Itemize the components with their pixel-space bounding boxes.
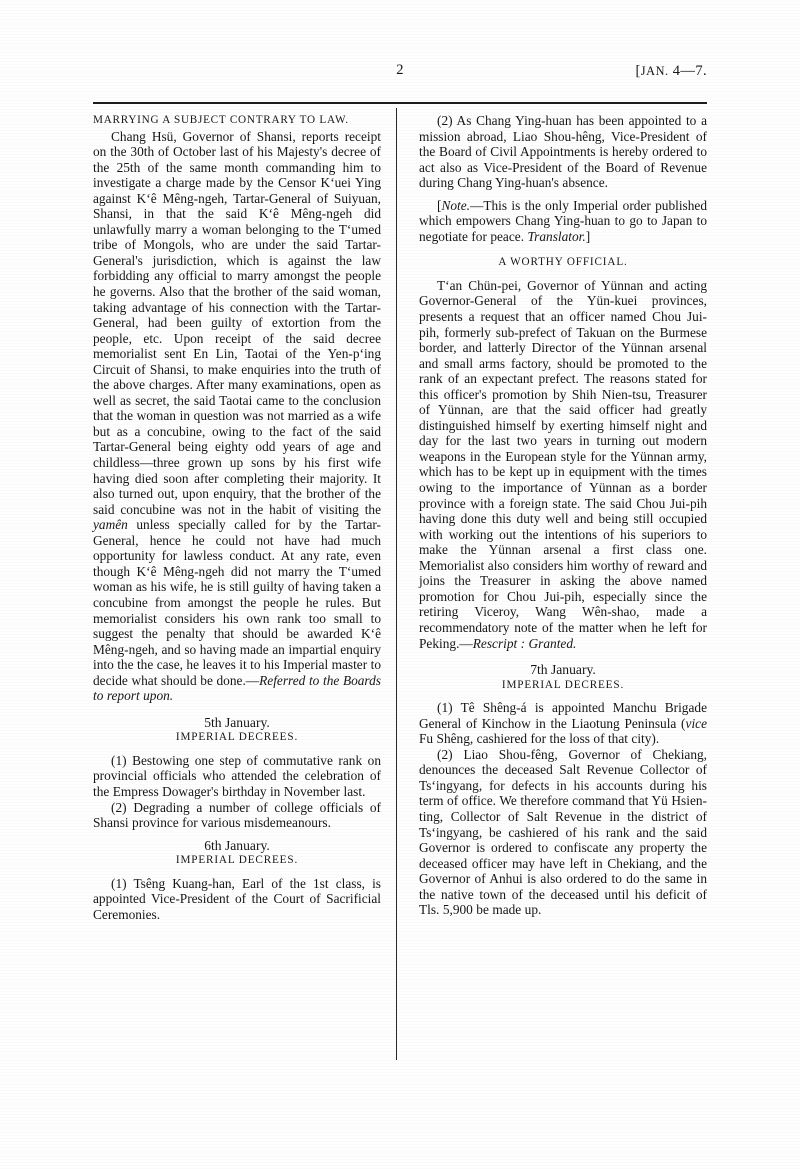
italic-vice: vice [685,715,707,731]
paragraph-decree-5jan-1: (1) Bestowing one step of commutative rank on provincial officials who attended the celebration of the Empress Dowager's birthday in November last. [93,752,381,799]
italic-referred-to-boards: Referred to the Boards to report upon. [93,672,381,704]
column-left [93,113,381,922]
header-date-range [635,63,707,80]
heading-marrying-a-subject: MARRYING A SUBJECT CONTRARY TO LAW. [93,114,349,126]
heading-a-worthy-official: A WORTHY OFFICIAL. [498,256,628,269]
paragraph-tan-chun-pei-memorial [419,278,707,651]
note-body: —This is the only Imperial order published which empowers Chang Ying-huan to go to Japan to negotiate for peace. [419,197,707,244]
header-day-range: 4—7. [672,63,707,79]
header-month-label: JAN. [640,64,669,78]
italic-note-label: Note. [441,197,471,213]
decree-7jan-1-part-1: (1) Tê Shêng-á is appointed Manchu Brigade General of Kinchow in the Liaotung Peninsula ( [419,700,707,731]
heading-imperial-decrees-6th: IMPERIAL DECREES. [175,854,299,867]
note-open-bracket: [ [437,197,442,213]
paragraph-translator-note [419,198,707,245]
heading-imperial-decrees-5th: IMPERIAL DECREES. [175,731,299,744]
column-right [419,113,707,918]
memorial-body: T‘an Chün-pei, Governor of Yünnan and acting Governor-General of the Yün-kuei provinces, presents a request that an officer named Chou Jui-pih, formerly sub-prefect of Takuan on the Burmese border, and latterly Director of the Yünnan arsenal and small arms factory, should be promoted to the rank of an expectant prefect. The reasons stated for this officer's promotion by Shih Nien-tsu, Treasurer of Yünnan, are that the said officer had greatly distinguished himself by exerting himself night and day for the last two years in turning out modern weapons in the European style for the Yünnan army, which has to be kept up in equipment with the times owing to the importance of Yünnan as a border province with a foreign state. The said Chou Jui-pih having done this duty well and being still occupied with working out the intentions of his superiors to make the Yünnan arsenal a first class one. Memorialist also considers him worthy of reward and joins the Treasurer in asking the above named promotion for Chou Jui-pih, especially since the retiring Viceroy, Wang Wên-shao, made a recommendatory note of the matter when he left for Peking.— [419,277,707,651]
column-divider-rule [396,108,397,1060]
paragraph-decree-2-chang-ying-huan: (2) As Chang Ying-huan has been appointed to a mission abroad, Liao Shou-hêng, Vice-President of the Board of Civil Appointments is hereby ordered to act also as Vice-President of the Board of Revenue during Chang Ying-huan's absence. [419,113,707,191]
italic-rescript-granted: Rescript : Granted. [472,635,577,651]
heading-imperial-decrees-7th: IMPERIAL DECREES. [501,678,625,691]
paragraph-decree-6jan-1: (1) Tsêng Kuang-han, Earl of the 1st class, is appointed Vice-President of the Court of Sacrificial Ceremonies. [93,875,381,922]
paragraph-decree-7jan-1 [419,700,707,747]
date-heading-7th-january: 7th January. [530,662,596,678]
header-rule [93,102,707,104]
paragraph-decree-5jan-2: (2) Degrading a number of college officials of Shansi province for various misdemeanours. [93,799,381,831]
decree-7jan-1-part-2: Fu Shêng, cashiered for the loss of that city). [419,731,660,747]
italic-translator-signature: Translator. [527,228,586,244]
page-number: 2 [396,62,404,78]
header-bracket: [ [635,63,641,79]
running-head [93,62,707,88]
paragraph-chang-hsu-report [93,129,381,704]
paragraph-decree-7jan-2: (2) Liao Shou-fêng, Governor of Chekiang, denounces the deceased Salt Revenue Collector of Ts‘ingyang, for defects in his accounts during his term of office. We therefore command that Yü Hsien-ting, Collector of Salt Revenue in the district of Ts‘ingyang, be cashiered of his rank and the said Governor is ordered to confiscate any property the deceased officer may have left in Chekiang, and the Governor of Anhui is also ordered to do the same in the native town of the deceased until his deficit of Tls. 5,900 be made up. [419,746,707,918]
italic-yamen: yamên [93,517,128,533]
date-heading-5th-january: 5th January. [204,714,270,730]
para-body-part-1: Chang Hsü, Governor of Shansi, reports receipt on the 30th of October last of his Majesty's decree of the 25th of the same month commanding him to investigate a charge made by the Censor K‘uei Ying against K‘ê Mêng-ngeh, Tartar-General of Suiyuan, Shansi, in that the said K‘ê Mêng-ngeh did unlawfully marry a woman belonging to the T‘umed tribe of Mongols, who are under the said Tartar-General's jurisdiction, which is against the law forbidding any official to marry amongst the people he governs. Also that the brother of the said woman, taking advantage of his connection with the Tartar-General, had been guilty of extortion from the people, etc. Upon receipt of the said decree memorialist sent En Lin, Taotai of the Yen-p‘ing Circuit of Shansi, to make enquiries into the truth of the above charges. After many examinations, open as well as secret, the said Taotai came to the conclusion that the woman in question was not married as a wife but as a concubine, owing to the fact of the said Tartar-General being eighty odd years of age and childless—three grown up sons by his first wife having died soon after completing their majority. It also turned out, upon enquiry, that the brother of the said concubine was not in the habit of visiting the [93,128,381,517]
date-heading-6th-january: 6th January. [204,837,270,853]
para-body-part-2: unless specially called for by the Tartar-General, hence he could not have had much opportunity for lawless conduct. At any rate, even though K‘ê Mêng-ngeh did not marry the T‘umed woman as his wife, he is still guilty of having taken a concubine from amongst the people he rules. But memorialist considers his own rank too small to suggest the penalty that should be awarded K‘ê Mêng-ngeh, and so having made an impartial enquiry into the the case, he leaves it to his Imperial master to decide what should be done.— [93,517,381,688]
note-close-bracket: ] [585,228,591,244]
